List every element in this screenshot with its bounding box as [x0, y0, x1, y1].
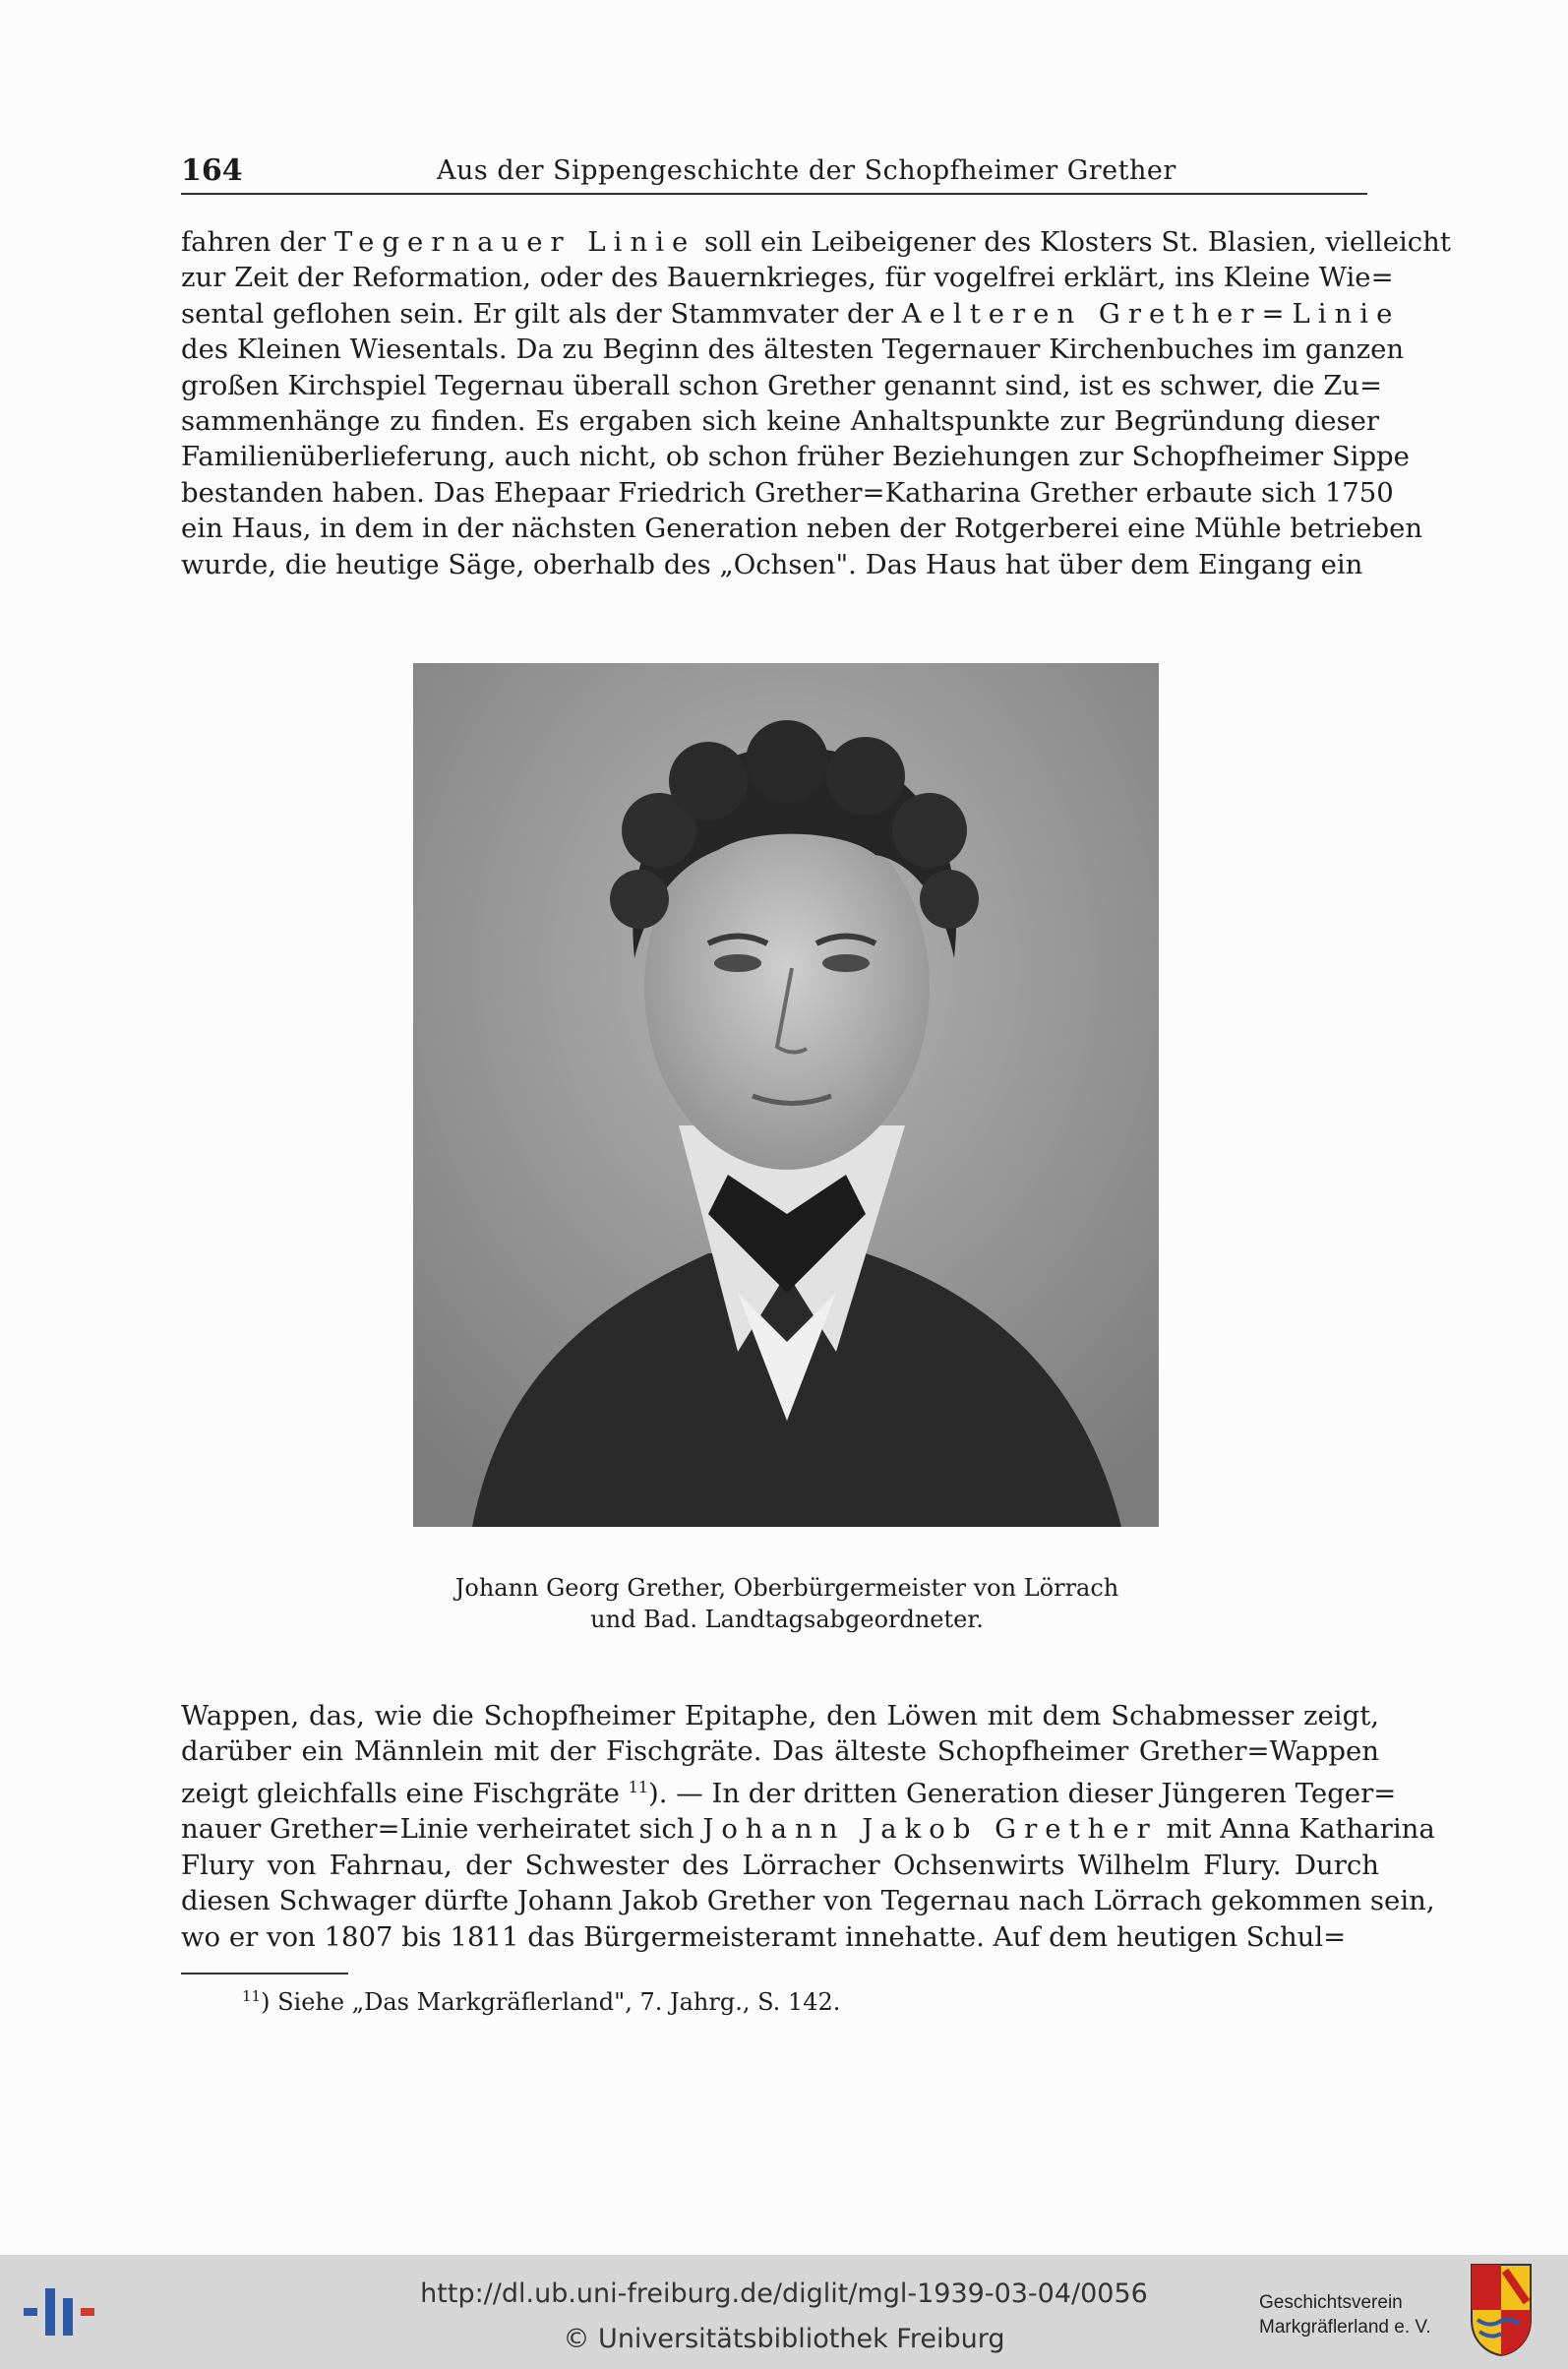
text-line: des Kleinen Wiesentals. Da zu Beginn des ältesten Tegernauer Kirchenbuches im ganzen	[181, 334, 1405, 366]
portrait-illustration	[413, 663, 1159, 1527]
society-name	[1259, 2290, 1431, 2339]
paragraph-bottom	[181, 1698, 1435, 1955]
paragraph-top	[181, 224, 1451, 582]
text-line: sental geflohen sein. Er gilt als der Stammvater der Aelteren Grether=Linie	[181, 297, 1401, 330]
caption-line-2: und Bad. Landtagsabgeordneter.	[590, 1606, 984, 1633]
society-line-2: Markgräflerland e. V.	[1259, 2317, 1431, 2338]
text-line: Flury von Fahrnau, der Schwester des Lörracher Ochsenwirts Wilhelm Flury. Durch	[181, 1849, 1379, 1881]
text-line: zur Zeit der Reformation, oder des Bauernkrieges, für vogelfrei erklärt, ins Kleine Wie=	[181, 262, 1394, 294]
text-line: bestanden haben. Das Ehepaar Friedrich Grether=Katharina Grether erbaute sich 1750	[181, 476, 1394, 509]
document-url[interactable]: http://dl.ub.uni-freiburg.de/diglit/mgl-1939-03-04/0056	[420, 2278, 1148, 2309]
text-line: wo er von 1807 bis 1811 das Bürgermeisteramt innehatte. Auf dem heutigen Schul=	[181, 1920, 1347, 1953]
text-line: nauer Grether=Linie verheiratet sich Johann Jakob Grether mit Anna Katharina	[181, 1813, 1435, 1846]
footnote-reference: 11	[628, 1777, 649, 1796]
text-line: zeigt gleichfalls eine Fischgräte $^{11}$). — In der dritten Generation dieser Jüngeren Teger=	[181, 1777, 1397, 1809]
caption-line-1: Johann Georg Grether, Oberbürgermeister von Lörrach	[454, 1574, 1119, 1602]
text-line: darüber ein Männlein mit der Fischgräte. Das älteste Schopfheimer Grether=Wappen	[181, 1735, 1379, 1768]
coat-of-arms-icon	[1470, 2263, 1533, 2357]
society-line-1: Geschichtsverein	[1259, 2292, 1403, 2313]
text-line: Wappen, das, wie die Schopfheimer Epitaphe, den Löwen mit dem Schabmesser zeigt,	[181, 1700, 1379, 1731]
portrait-caption	[295, 1572, 1279, 1635]
running-title: Aus der Sippengeschichte der Schopfheimer Grether	[437, 155, 1176, 186]
footnote-divider	[181, 1973, 348, 1974]
running-head	[181, 148, 1367, 195]
portrait-photo	[413, 663, 1159, 1527]
spaced-emphasis: Aelteren Grether=Linie	[901, 297, 1401, 330]
text-line: ein Haus, in dem in der nächsten Generation neben der Rotgerberei eine Mühle betrieben	[181, 513, 1423, 545]
footnote	[242, 1987, 840, 2016]
text-line: sammenhänge zu finden. Es ergaben sich keine Anhaltspunkte zur Begründung dieser	[181, 405, 1379, 438]
copyright-notice: © Universitätsbibliothek Freiburg	[563, 2324, 1005, 2354]
spaced-emphasis: Johann Jakob Grether	[702, 1813, 1158, 1846]
text-line: wurde, die heutige Säge, oberhalb des „Ochsen". Das Haus hat über dem Eingang ein	[181, 548, 1363, 580]
text-line: diesen Schwager dürfte Johann Jakob Grether von Tegernau nach Lörrach gekommen sein,	[181, 1885, 1435, 1917]
spaced-emphasis: Tegernauer Linie	[333, 226, 696, 258]
text-line: fahren der Tegernauer Linie soll ein Leibeigener des Klosters St. Blasien, vielleicht	[181, 226, 1451, 258]
footnote-text: ) Siehe „Das Markgräflerland", 7. Jahrg., S. 142.	[261, 1988, 841, 2016]
footnote-marker: 11	[242, 1987, 262, 2005]
text-line: großen Kirchspiel Tegernau überall schon Grether genannt sind, ist es schwer, die Zu=	[181, 369, 1383, 401]
text-line: Familienüberlieferung, auch nicht, ob schon früher Beziehungen zur Schopfheimer Sippe	[181, 441, 1410, 473]
page-number: 164	[181, 153, 243, 188]
